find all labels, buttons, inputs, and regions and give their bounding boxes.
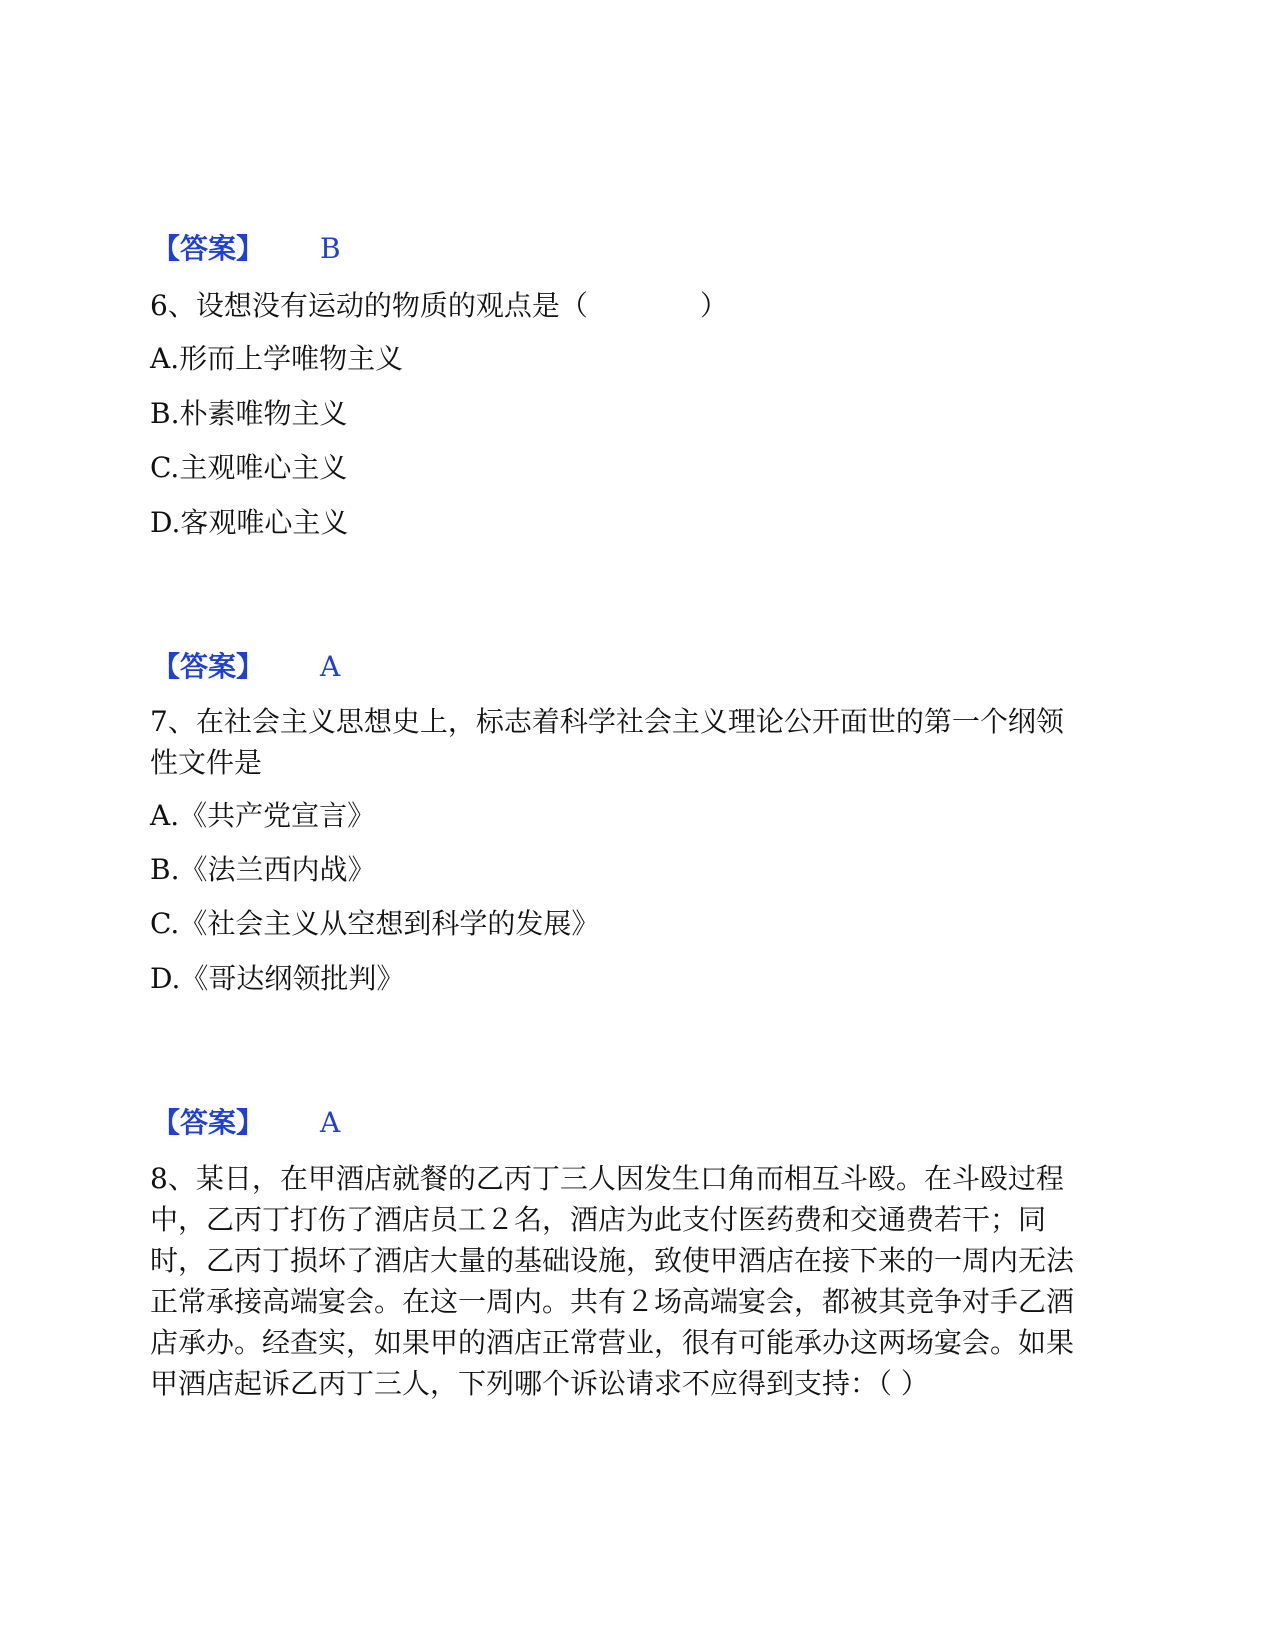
question-8-stem: 8、某日，在甲酒店就餐的乙丙丁三人因发生口角而相互斗殴。在斗殴过程中，乙丙丁打伤了酒店员工２名，酒店为此支付医药费和交通费若干；同时，乙丙丁损坏了酒店大量的基础设施，致使甲酒店在接下来的一周内无法正常承接高端宴会。在这一周内。共有２场高端宴会，都被其竞争对手乙酒店承办。经查实，如果甲的酒店正常营业，很有可能承办这两场宴会。如果甲酒店起诉乙丙丁三人，下列哪个诉讼请求不应得到支持：（ ） xyxy=(150,1162,1075,1400)
answer-label: 【答案】 xyxy=(152,1106,265,1139)
answer-label: 【答案】 xyxy=(152,232,265,265)
question-7-option-b: B.《法兰西内战》 xyxy=(150,853,376,886)
answer-label: 【答案】 xyxy=(152,650,265,683)
question-7-option-d: D.《哥达纲领批判》 xyxy=(150,962,405,995)
answer-value: A xyxy=(320,1106,341,1139)
question-6-option-d: D.客观唯心主义 xyxy=(150,506,349,539)
question-6-option-b: B.朴素唯物主义 xyxy=(150,397,348,430)
answer-line-q5 xyxy=(152,232,341,266)
question-7-option-c: C.《社会主义从空想到科学的发展》 xyxy=(150,907,600,940)
answer-value: B xyxy=(320,232,341,265)
question-7-option-a: A.《共产党宣言》 xyxy=(150,799,376,832)
question-6-option-c: C.主观唯心主义 xyxy=(150,451,348,484)
answer-line-q6 xyxy=(152,650,340,684)
answer-value: A xyxy=(320,650,341,683)
question-6-stem: 6、设想没有运动的物质的观点是（ ） xyxy=(150,289,728,322)
answer-line-q7 xyxy=(152,1106,340,1140)
question-6-option-a: A.形而上学唯物主义 xyxy=(150,342,404,375)
question-7-stem: 7、在社会主义思想史上，标志着科学社会主义理论公开面世的第一个纲领性文件是 xyxy=(150,705,1064,779)
